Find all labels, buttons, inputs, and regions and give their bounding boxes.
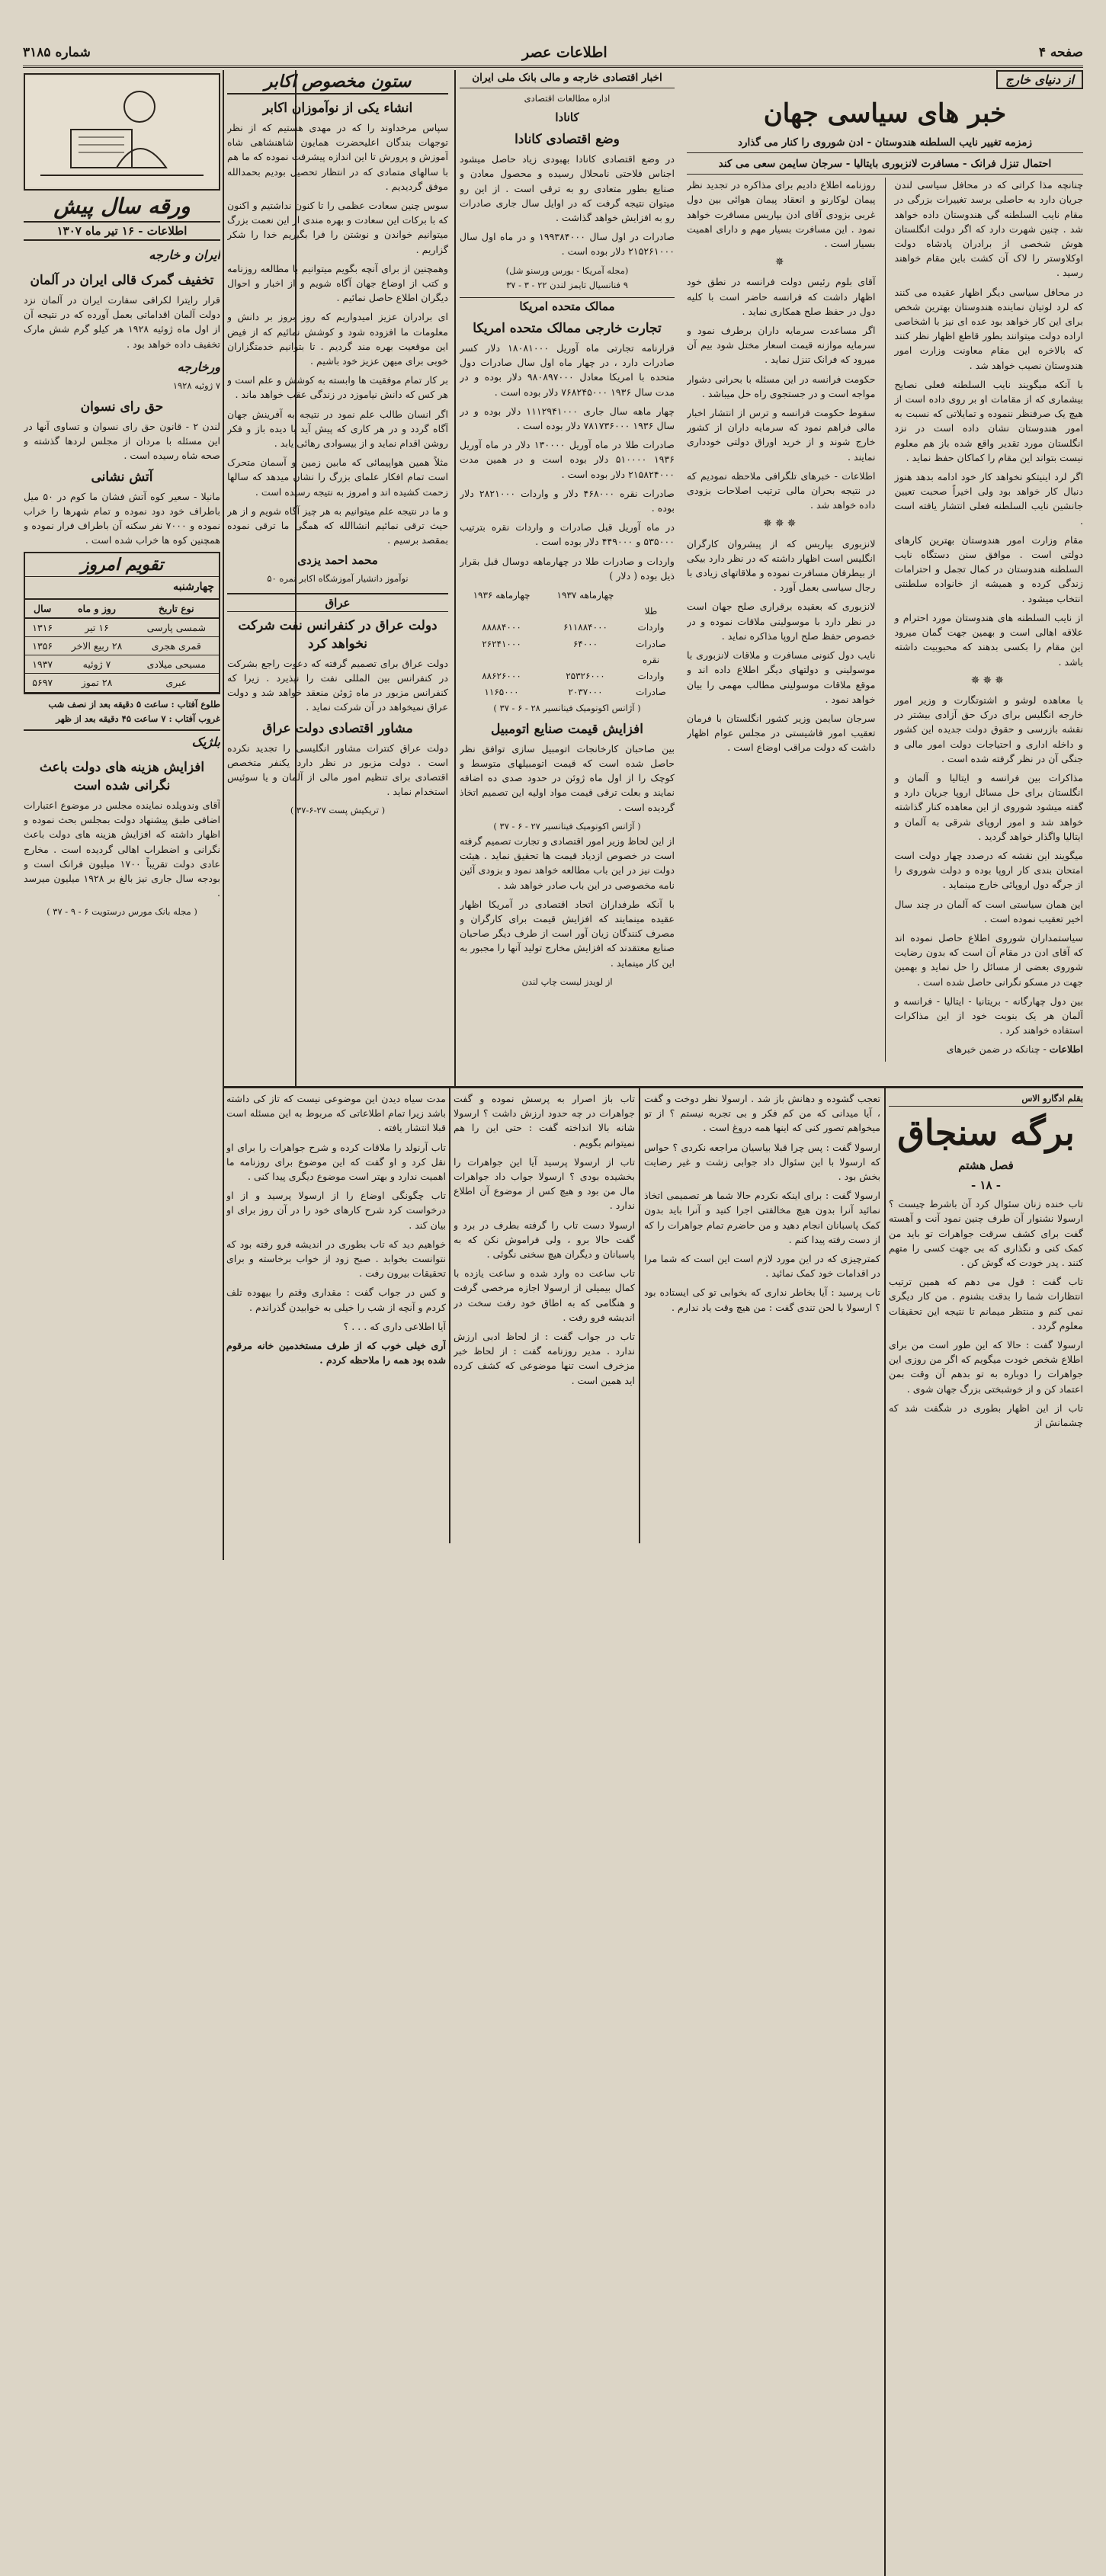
paragraph: خواهیم دید که تاب بطوری در اندیشه فرو رفته بود که نتوانست بخوابد . صبح زود از خواب برخاسته و برای تحقیقات بیرون رفت . — [226, 1238, 446, 1280]
paragraph: سیاستمداران شوروی اطلاع حاصل نموده اند که آقای ادن در مقام آن است که بدون رضایت شوروی بعضی از مسائل را حل نماید و بهمین جهت در مسکو نگرانی حاصل شده است . — [894, 931, 1083, 988]
paragraph: لانزبوری بپاریس که از پیشروان کارگران انگلیس است اظهار داشته که در نظر دارد بیکی از بیطرفان مسافرت نموده و ملاقاتهای زیادی با رجال سیاسی بعمل آورد . — [687, 537, 876, 594]
table-header-cell — [627, 588, 675, 604]
country-heading: ممالک متحده امریکا — [460, 297, 675, 315]
adult-learners-column — [227, 70, 448, 1084]
table-cell — [460, 652, 543, 668]
paragraph: بین صاحبان کارخانجات اتومبیل سازی توافق نظر حاصل شده است که قیمت اتومبیلهای متوسط و کوچک را از اول ماه ژوئن در حدود صدی ده اضافه نمایند و بعلت ترقی قیمت مواد اولیه این تصمیم اتخاذ گردیده است . — [460, 742, 675, 813]
paragraph: دولت عراق برای تصمیم گرفته که دعوت راجع بشرکت در کنفرانس بین المللی نفت را نپذیرد . زیرا که کنفرانس مزبور در ماه ژوئن منعقد خواهد شد و دولت عراق نمیخواهد در آن شرکت نماید . — [227, 657, 448, 713]
paragraph: در ماه آوریل قبل صادرات و واردات نقره بترتیب ۵۳۵۰۰۰ و ۴۴۹۰۰۰ دلار بوده است . — [460, 521, 675, 548]
table-cell: ۱۳۱۶ — [25, 618, 59, 637]
world-news-column — [687, 70, 1083, 1084]
section-subtag: بلژیک — [191, 735, 220, 750]
article-title: تجارت خارجی ممالک متحده امریکا — [473, 321, 662, 337]
table-cell: ۲۰۳۷۰۰۰ — [568, 687, 603, 698]
table-row — [460, 668, 675, 684]
sunset-line: غروب آفتاب : ۷ ساعت ۴۵ دقیقه بعد از ظهر — [24, 712, 220, 731]
article-title: تخفیف گمرک قالی ایران در آلمان — [30, 273, 214, 288]
table-cell: ۶۴۰۰۰ — [572, 638, 598, 649]
table-cell: ۷ ژوئیه — [59, 655, 133, 674]
table-cell: ۲۸ تموز — [59, 674, 133, 692]
article-title: حق رای نسوان — [80, 399, 164, 415]
table-header-cell: نوع تاریخ — [134, 600, 219, 618]
table-cell — [460, 604, 543, 620]
paragraph: ارسولا دست تاب را گرفته بطرف در برد و گفت حالا برو ، ولی فراموش نکن که به پاسبانان و دیگران هیچ سخنی نگوئی . — [454, 1219, 635, 1261]
weekday: چهارشنبه — [173, 581, 214, 594]
table-cell: ۱۶ تیر — [59, 618, 133, 637]
paragraph: تاب در جواب گفت : از لحاظ ادبی ارزش ندارد . مدیر روزنامه گفت : از لحاظ خبر مزخرف است تنها موضوعی که کشف کرده اید همین است . — [454, 1331, 635, 1386]
paragraph: و کس در جواب گفت : مقداری وقتم را بیهوده تلف کردم و آنچه از شب را خیلی به خوابیدن گذراندم . — [226, 1286, 446, 1313]
table-row — [460, 604, 675, 620]
paragraph: تاب ساعت ده وارد شده و ساعت یازده با کمال بیمیلی از ارسولا اجازه مرخصی گرفت و هنگامی که به اطاق خود رفت سخت در اندیشه فرو رفت . — [454, 1267, 635, 1323]
paragraph: مذاکرات بین فرانسه و ایتالیا و آلمان و انگلستان برای حل مسائل اروپا جریان دارد و گفته میشود شوروی از این معاهده کنار گذاشته خواهد شد و امور اروپای شرقی به آلمان و ایتالیا واگذار خواهد گردید . — [894, 771, 1083, 842]
serial-header-column — [889, 1091, 1083, 1541]
paragraph: سقوط حکومت فرانسه و ترس از انتشار اخبار مالی فراهم نمود که سرمایه داران از کشور خارج شوند و از خرید اوراق دولتی خودداری نمایند . — [687, 407, 876, 463]
column-rule — [449, 1086, 450, 1543]
table-cell: مسیحی میلادی — [134, 655, 219, 674]
paragraph: در وضع اقتصادی کانادا بهبودی زیاد حاصل میشود اجناس فلاحتی نامحلال رسیده و محصول معادن و صنایع بطور متعادی رو به ترقی است . از این رو میتوان نتیجه گرفت که در اوایل سال جاری صادرات رو به افزایش خواهد گذاشت . — [460, 153, 675, 224]
paragraph: چهار ماهه سال جاری ۱۱۱۲۹۴۱۰۰۰ دلار بوده و در سال ۱۹۳۶ ۷۸۱۷۳۶۰۰۰ دلار بوده است . — [460, 405, 675, 432]
paragraph: ای برادران عزیز امیدواریم که روز بروز بر دانش و معلومات ما افزوده شود و کوشش نمائیم که از فیض این موقعیت بهره مند گردیم . تا بتوانیم خدمتگزاران خوبی برای میهن عزیز خود باشیم . — [227, 311, 448, 367]
table-cell: ۱۹۳۷ — [25, 655, 59, 674]
country-heading: عراق — [227, 593, 448, 612]
paragraph: سرجان سایمن وزیر کشور انگلستان با فرمان تعقیب امور فاشیستی در مجلس عوام اظهار داشت که دولت مراقب اوضاع است . — [687, 712, 876, 754]
paragraph: اگر مساعدت سرمایه داران برطرف نمود و سرمایه موازنه قیمت اسعار مختل شود بیم آن میرود که فرانک تنزل نماید . — [687, 325, 876, 366]
gold-silver-table — [460, 588, 675, 700]
column-rule — [454, 70, 456, 1088]
paragraph: تاب گفت : قول می دهم که همین ترتیب انتظارات شما را بدقت بشنوم . من کار دیگری نمی کنم و منتظر میمانم تا نتیجه این تحقیقات معلوم گردد . — [889, 1276, 1083, 1331]
column-rule — [223, 70, 224, 1560]
table-row — [460, 684, 675, 700]
table-cell: ۲۸ ربیع الاخر — [59, 637, 133, 655]
table-row — [25, 618, 219, 637]
paragraph: آقای بلوم رئیس دولت فرانسه در نطق خود اظهار داشت که فرانسه حاضر است با کلیه دول در حفظ صلح همکاری نماید . — [687, 276, 876, 317]
paragraph: مدت سیاه دیدن این موضوعی نیست که تاز کی داشته باشد زیرا تمام اطلاعاتی که مربوط به این مسئله است قبلا انتشار یافته . — [226, 1093, 446, 1134]
paragraph: روزنامه اطلاع دادیم برای مذاکره در تجدید نظر پیمان لوکارنو و انعقاد پیمان هوائی بین دول غربی بزودی آقای ادن بپاریس مسافرت خواهد نمود . این مسافرت بسیار مهم و دارای اهمیت بسیار است . — [687, 179, 876, 250]
article-title: افزایش هزینه های دولت باعث نگرانی شده است — [39, 760, 205, 794]
paragraph: تاب از ارسولا پرسید آیا این جواهرات را بخشیده بودی ؟ ارسولا جواب داد جواهرات مال من بود و هیچ کس از موضوع آن اطلاع ندارد . — [454, 1155, 635, 1212]
paragraph: تعجب گشوده و دهانش باز شد . ارسولا نظر دوخت و گفت ، آیا میدانی که من کم فکر و بی تجربه نیستم ؟ از تو میخواهم تصور کنی که اینها همه دروغ است . — [644, 1093, 880, 1134]
paragraph: ارسولا گفت : پس چرا قبلا بیاسیان مراجعه نکردی ؟ حواس که ارسولا با این سئوال داد جوابی زشت و غیر رضایت بخش بود . — [644, 1141, 880, 1183]
paragraph: صادرات طلا در ماه آوریل ۱۳۰۰۰۰ دلار در ماه آوریل ۱۹۳۶ ۵۱۰۰۰۰ دلار بوده است و در همین مدت ۲۱۵۸۲۴۰۰۰ دلار بوده است . — [460, 439, 675, 480]
article-title: وضع اقتصادی کانادا — [515, 132, 620, 148]
calendar-table — [25, 600, 219, 693]
table-cell: نقره — [642, 654, 660, 665]
calendar-title: تقویم امروز — [25, 553, 219, 577]
page-number: صفحه ۴ — [1038, 45, 1083, 60]
reader-illustration-icon — [25, 75, 219, 189]
paper-name: اطلاعات عصر — [521, 44, 607, 61]
star-divider-icon: ✵✵✵ — [763, 517, 800, 530]
column-rule — [884, 1086, 886, 2576]
dateline: ۷ ژوئیه ۱۹۲۸ — [172, 380, 220, 391]
sunrise-line: طلوع آفتاب : ساعت ۵ دقیقه بعد از نصف شب — [48, 698, 220, 710]
serial-column — [454, 1091, 635, 1541]
article-title: مشاور اقتصادی دولت عراق — [262, 720, 413, 736]
paragraph: بر کار تمام موفقیت ها وابسته به کوشش و علم است و هر کس که دانش نیاموزد در زندگی عقب خواهد ماند . — [227, 374, 448, 401]
paragraph: صادرات در اول سال ۱۹۹۳۸۴۰۰۰ و در ماه اول سال ۲۱۵۲۶۱۰۰۰ دلار بوده است . — [460, 231, 675, 258]
table-cell: ۸۸۶۲۶۰۰۰ — [482, 671, 521, 682]
table-cell: طلا — [644, 606, 658, 617]
section-tag: اخبار اقتصادی خارجه و مالی بانک ملی ایران — [460, 70, 675, 88]
table-cell: عبری — [134, 674, 219, 692]
paragraph: تاب از این اظهار بطوری در شگفت شد که چشمانش از — [889, 1402, 1083, 1429]
table-cell: ۲۵۳۲۶۰۰۰ — [566, 671, 605, 682]
paragraph: آیا اطلاعی داری که . . . ؟ — [343, 1320, 446, 1332]
article-title: انشاء یکی از نوآموزان اکابر — [262, 101, 413, 116]
table-header-cell: چهارماهه ۱۹۳۶ — [473, 590, 531, 601]
paragraph: آری خیلی خوب که از طرف مستخدمین خانه مرقوم شده بود همه را ملاحظه کردم . — [226, 1340, 446, 1366]
paragraph: سپاس مرخداوند را که در مهدی هستیم که از نظر توجهات بندگان اعلیحضرت همایون شاهنشاهی شاه آموزش و پرورش تا این اندازه پیشرفت نموده که ما هم با سالهای متمادی که در انتظار تحصیل بودیم بحمدالله موفق گردیدیم . — [227, 122, 448, 192]
serial-title: برگه سنجاق — [897, 1112, 1075, 1154]
section-divider — [224, 1086, 1083, 1088]
section-tag: ستون مخصوص اکابر — [227, 70, 448, 95]
paragraph: از نایب السلطنه های هندوستان مورد احترام و علاقه اهالی است و بهمین جهت گمان میرود این مقام را بکسی بدهند که محبوبیت داشته باشد . — [894, 611, 1083, 668]
table-cell: واردات — [637, 671, 665, 682]
table-cell: صادرات — [636, 638, 666, 649]
paragraph: آقای وندویلده نماینده مجلس در موضوع اعتبارات اضافی طبق پیشنهاد دولت بمجلس بحث نموده و اظهار داشته که افزایش هزینه های دولت باعث نگرانی و اضطراب اهالی گردیده است . مخارج عادی دولت تقریباً ۱۷۰۰ میلیون فرانک است و بودجه سال جاری نیز بالغ بر ۱۹۲۸ میلیون میرسد . — [24, 799, 220, 899]
serial-number: - ۱۸ - — [970, 1178, 1002, 1193]
paragraph: اگر لرد اینیتکو نخواهد کار خود ادامه بدهد هنوز دنبال کار خواهد بود ولی اخیراً صحبت تعیین جانشین نایب السلطنه فعلی انتشار یافته است . — [894, 471, 1083, 527]
source-note: ( آژانس اکونومیک فینانسیر ۲۷ - ۶ - ۳۷ ) — [493, 820, 641, 831]
paragraph: میگویند این نقشه که درصدد چهار دولت است امتحان بندی کار اروپا بوده و دولت شوروی را از جرگه دول اروپائی خارج مینماید . — [894, 849, 1083, 891]
paragraph: لانزبوری که بعقیده برقراری صلح جهان است در نظر دارد با موسولینی ملاقات نموده و در خصوص حفظ صلح اروپا مذاکره نماید . — [687, 601, 876, 642]
source-note: از لویدز لیست چاپ لندن — [521, 976, 613, 987]
table-header-cell: روز و ماه — [59, 600, 133, 618]
table-cell: واردات — [637, 622, 665, 633]
table-cell: صادرات — [636, 687, 666, 698]
paragraph: تاب باز اصرار به پرسش نموده و گفت جواهرات در چه حدود ارزش داشت ؟ ارسولا شانه بالا انداخته گفت : حتی این را هم نمیتوانم بگویم . — [454, 1093, 635, 1149]
issue-number: شماره ۳۱۸۵ — [23, 45, 91, 60]
paragraph: اطلاعات - خبرهای تلگرافی ملاحظه نمودیم که در نتیجه بحران مالی ترتیب اصلاحات بزودی داده خواهد شد . — [687, 469, 876, 511]
calendar-day — [25, 577, 219, 599]
paragraph: اگر انسان طالب علم نمود در نتیجه به آفرینش جهان آگاه گردد و در هر کاری که پیش آید با دیده باز و فکر روشن اقدام نماید و از بیسوادی رهائی یابد . — [227, 408, 448, 450]
table-header-cell: سال — [25, 600, 59, 618]
label: اطلاعات — [1049, 1043, 1083, 1056]
section-subtag: ورخارجه — [177, 359, 220, 374]
paragraph: صادرات نقره ۴۶۸۰۰۰ دلار و واردات ۲۸۲۱۰۰۰ دلار بوده . — [460, 487, 675, 514]
paragraph: از این لحاظ وزیر امور اقتصادی و تجارت تصمیم گرفته است در خصوص ازدیاد قیمت ها تحقیق نماید . هیئت دولت نیز در این باب مطالعه خواهد نمود و بزودی آئین نامه مخصوصی در این باب صادر خواهد شد . — [460, 835, 675, 891]
table-cell — [543, 604, 627, 620]
serial-column — [644, 1091, 880, 1541]
column-rule — [885, 178, 886, 1061]
paragraph: مقام وزارت امور هندوستان بهترین کارهای دولتی است . موافق سنن دستگاه نایب السلطنه هندوستان در کمال تجمل و احترامات زندگی کرده و همیشه از خانواده سلطنتی انتخاب میشود . — [894, 533, 1083, 604]
paragraph: مانیلا - سعیر کوه آتش فشان ما کوم در ۵۰ میل باطراف خود دود نموده و تمام شهرها را خراب نموده و ۷۰۰۰ نفر سکنه آن باطراف فرار نموده و همچنین کوه ها خراب شده است . — [24, 490, 220, 546]
page-header — [23, 40, 1083, 68]
paragraph: فرارنامه تجارتی ماه آوریل ۱۸۰۸۱۰۰۰ دلار کسر صادرات دارد ، در چهار ماه اول سال صادرات دول متحده با امریکا معادل ۹۸۰۸۹۷۰۰۰ دلار بوده و در مدت سال ۱۹۳۶ ۷۶۸۲۴۵۰۰۰ دلار بوده است . — [460, 342, 675, 398]
table-cell: قمری هجری — [134, 637, 219, 655]
paragraph: تاب پرسید : آیا بخاطر نداری که بخوابی تو کی ایستاده بود ؟ ارسولا با لحن تندی گفت : من هیچ وقت یاد ندارم . — [644, 1286, 880, 1313]
author-note: نوآموز دانشیار آموزشگاه اکابر نمره ۵۰ — [267, 573, 409, 585]
paragraph: با معاهده لوشو و اشتوتگارت و وزیر امور خارجه انگلیس برای درک حق آزادی بیشتر در نقشه بازرسی و حقوق دولت جدیده این کشور و داخله اداری و احتیاجات دولت امور مالی و جنگی آن در نظر گرفته شده است . — [894, 694, 1083, 764]
paragraph: قرار رایترا لکرافی سفارت ایران در آلمان نزد دولت آلمان اقداماتی بعمل آورده که در نتیجه آن از اول ماه ژوئیه ۱۹۲۸ هر کیلو گرم شش مارک تخفیف داده خواهد بود . — [24, 294, 220, 350]
paragraph: دولت عراق کنترات مشاور انگلیسی را تجدید نکرده است . دولت مزبور در نظر دارد یکنفر متخصص اقتصادی برای تنظیم امور مالی از آلمان و یا سوئیس استخدام نماید . — [227, 742, 448, 798]
table-cell: ۵۶۹۷ — [25, 674, 59, 692]
table-cell — [543, 652, 627, 668]
serial-column — [226, 1091, 446, 1541]
paragraph: تاب آرنولد را ملاقات کرده و شرح جواهرات را برای او نقل کرد و او گفت که این موضوع برای روزنامه ما اهمیت ندارد و بهتر است موضوع دیگری پیدا کنی . — [226, 1141, 446, 1183]
table-row — [460, 636, 675, 652]
paragraph: چنانچه مذا کراتی که در محافل سیاسی لندن جریان دارد به حاصلی برسد تغییرات بزرگی در مقام نایب السلطنه گی هندوستان داده خواهد شد . چنین شهرت دارد که اگر دولت انگلستان هوش شخصی از برادران پادشاه دولت اوکلاوستر را لاک آن کشت باین مقام خواهند رسید . — [894, 179, 1083, 279]
author-name: محمد احمد یزدی — [297, 553, 378, 568]
calendar-box — [24, 552, 220, 694]
paragraph: با آنکه طرفداران اتحاد اقتصادی در آمریکا اظهار عقیده مینمایند که افزایش قیمت برای کارگران و مصرف کنندگان زیان آور است از طرف دیگر صاحبان صنایع معتقدند که افزایش مخارج تولید آنها را مجبور به این کار مینماید . — [460, 898, 675, 969]
table-caption: واردات و صادرات طلا در چهارماهه دوسال قبل بقرار ذیل بوده ( دلار ) — [460, 555, 675, 582]
subheadline: زمزمه تغییر نایب السلطنه هندوستان - ادن شوروی را کنار می گذارد — [687, 135, 1083, 153]
paragraph: بین دول چهارگانه - بریتانیا - ایتالیا - فرانسه و آلمان هر یک بنوبت خود از این مذاکرات استفاده خواهند کرد . — [894, 995, 1083, 1036]
serial-chapter: فصل هشتم — [958, 1158, 1014, 1173]
article-title: افزایش قیمت صنایع اتومبیل — [491, 721, 643, 737]
table-cell: ۲۶۲۴۱۰۰۰ — [482, 638, 521, 649]
table-cell: ۶۱۱۸۸۴۰۰۰ — [563, 622, 607, 633]
reader-illustration — [24, 73, 220, 191]
table-row — [460, 620, 675, 636]
article-title: آتش نشانی — [91, 469, 153, 485]
table-cell: شمسی پارسی — [134, 618, 219, 637]
paragraph: با آنکه میگویند نایب السلطنه فعلی نصایح بیشماری که از مقامات او بر روی داده است از هیچ یک صرفنظر ننموده و تمایلاتی که نسبت به امور هندوستان نشان داده است در نزد انگلستان مورد تقدیر واقع شده باز هم معلوم نیست بتواند این مقام را کماکان حفظ نماید . — [894, 378, 1083, 463]
source-note: ( تریکیش پست ۲۷-۶-۳۷ ) — [290, 805, 386, 816]
section-title: ورقه سال پیش — [53, 194, 191, 219]
source-note: ( آژانس اکونومیک فینانسیر ۲۸ - ۶ - ۳۷ ) — [493, 702, 641, 713]
serial-author: بقلم ادگارو الاس — [889, 1091, 1083, 1107]
date-line: اطلاعات - ۱۶ تیر ماه ۱۳۰۷ — [24, 221, 220, 241]
paragraph: تاب خنده زنان سئوال کرد آن باشرط چیست ؟ ارسولا نشنوار آن طرف چنین نمود آنت و آهسته گفت برای کشف سرقت جواهرات تو باید من کمک کنی و نگذاری که بی جهت کسی را متهم کنند . پدر خودت که گوش کن . — [889, 1198, 1083, 1269]
paragraph: تاب چگونگی اوضاع را از ارسولا پرسید و از او درخواست کرد شرح کارهای خود را در آن روز برای او بیان کند . — [226, 1190, 446, 1231]
last-year-column — [24, 70, 220, 1556]
table-header-cell: چهارماهه ۱۹۳۷ — [556, 590, 614, 601]
paragraph: این همان سیاستی است که آلمان در چند سال اخیر تعقیب نموده است . — [894, 898, 1083, 924]
paragraph: ارسولا گفت : برای اینکه نکردم حالا شما هر تصمیمی اتخاذ نمائید آنرا بدون هیچ مخالفتی اجرا کنید و آنرا باید بدون کمک پاسبانان انجام دهید و من حاضرم تمام جواهرات را که از دست رفته پیدا کنم . — [644, 1190, 880, 1245]
source-note: (مجله آمریکا - بورس ورسنو شل) — [505, 264, 629, 276]
paragraph: در محافل سیاسی دیگر اظهار عقیده می کنند که لرد لوتیان نماینده هندوستان بهترین شخص برای این کار خواهد بود عده ای نیز با اشخاصی اراده دولت میتوانند بطور قاطع اظهار نظر کنند که بالاخره این مقام معاونت وزارت امور هندوستان نصیب خواهد شد . — [894, 286, 1083, 371]
paragraph: مثلاً همین هواپیمائی که مابین زمین و آسمان متحرک است تمام افکار علمای بزرگ را نشان میدهد که سالها زحمت کشیده اند و امروز به نتیجه رسیده است . — [227, 457, 448, 498]
table-row — [25, 655, 219, 674]
text: چنانکه در ضمن خبرهای — [946, 1043, 1040, 1056]
subheadline: احتمال تنزل فرانک - مسافرت لانزبوری بایتالیا - سرجان سایمن سعی می کند — [687, 156, 1083, 175]
table-cell: ۱۱۶۵۰۰۰ — [484, 687, 519, 698]
headline: خبر های سیاسی جهان — [763, 98, 1007, 130]
news-subcolumn — [687, 178, 876, 1061]
source-note: ( مجله بانک مورس درستویت ۶ - ۹ - ۳۷ ) — [46, 906, 197, 918]
paragraph: وهمچنین از برای آنچه بگویم میتوانیم با مطالعه روزنامه و کتب از اوضاع جهان آگاه شویم و از اخبار و احوال دیگران اطلاع حاصل نمائیم . — [227, 262, 448, 304]
paragraph: اطلاعات - چنانکه در ضمن خبرهای — [946, 1043, 1083, 1056]
table-cell: ۸۸۸۸۴۰۰۰ — [482, 622, 521, 633]
table-row — [460, 652, 675, 668]
table-row — [25, 674, 219, 692]
paragraph: لندن ۲ - قانون حق رای نسوان و تساوی آنها در این مسئله با مردان از مجلس لردها گذشته و صحه شاه رسیده است . — [24, 421, 220, 462]
section-tag: از دنیای خارج — [996, 70, 1083, 89]
section-subtag: اداره مطالعات اقتصادی — [524, 93, 611, 104]
paragraph: سوس چنین سعادت عظمی را تا کنون نداشتیم و اکنون که با برکات این سعادت و بهره مندی از این نعمت بزرگ میتوانیم خواندن و نوشتن را فرا بگیریم خدا را شکر گزاریم . — [227, 200, 448, 255]
paragraph: و ما در نتیجه علم میتوانیم به هر چیز آگاه شویم و از هر حیث ترقی نمائیم انشاالله که همگی ما ترقی نموده بمقصد برسیم . — [227, 505, 448, 546]
table-cell: ۱۳۵۶ — [25, 637, 59, 655]
country-heading: کانادا — [555, 111, 579, 125]
paragraph: ارسولا گفت : حالا که این طور است من برای اطلاع شخص خودت میگویم که اگر من روزی این جواهرات را دوباره به تو بدهم آن وقت بمن اعتماد کن و از خوشبختی بزرگ جهان شوی . — [889, 1339, 1083, 1395]
article-title: دولت عراق در کنفرانس نفت شرکت نخواهد کرد — [238, 617, 438, 652]
paragraph: حکومت فرانسه در این مسئله با بحرانی دشوار مواجه است و در جستجوی راه حل میباشد . — [687, 373, 876, 399]
column-rule — [639, 1086, 640, 1543]
table-row — [25, 637, 219, 655]
star-divider-icon: ✵✵✵ — [970, 674, 1007, 687]
news-subcolumn — [895, 178, 1084, 1061]
section-subtag: ایران و خارجه — [149, 248, 220, 262]
star-divider-icon: ✵ — [774, 256, 787, 269]
economic-news-column — [460, 70, 675, 1084]
paragraph: کمترچیزی که در این مورد لازم است این است که شما مرا در اقدامات خود کمک نمائید . — [644, 1253, 880, 1280]
paragraph: نایب دول کنونی مسافرت و ملاقات لانزبوری با موسولینی و دولتهای دیگر اطلاع داده اند و موقع ملاقات موسولینی مطالب مهمی را بیان خواهد نمود . — [687, 649, 876, 705]
source-note: ٩ فنانسیال تایمز لندن ٢٢ - ٣ - ٣٧ — [506, 279, 628, 290]
